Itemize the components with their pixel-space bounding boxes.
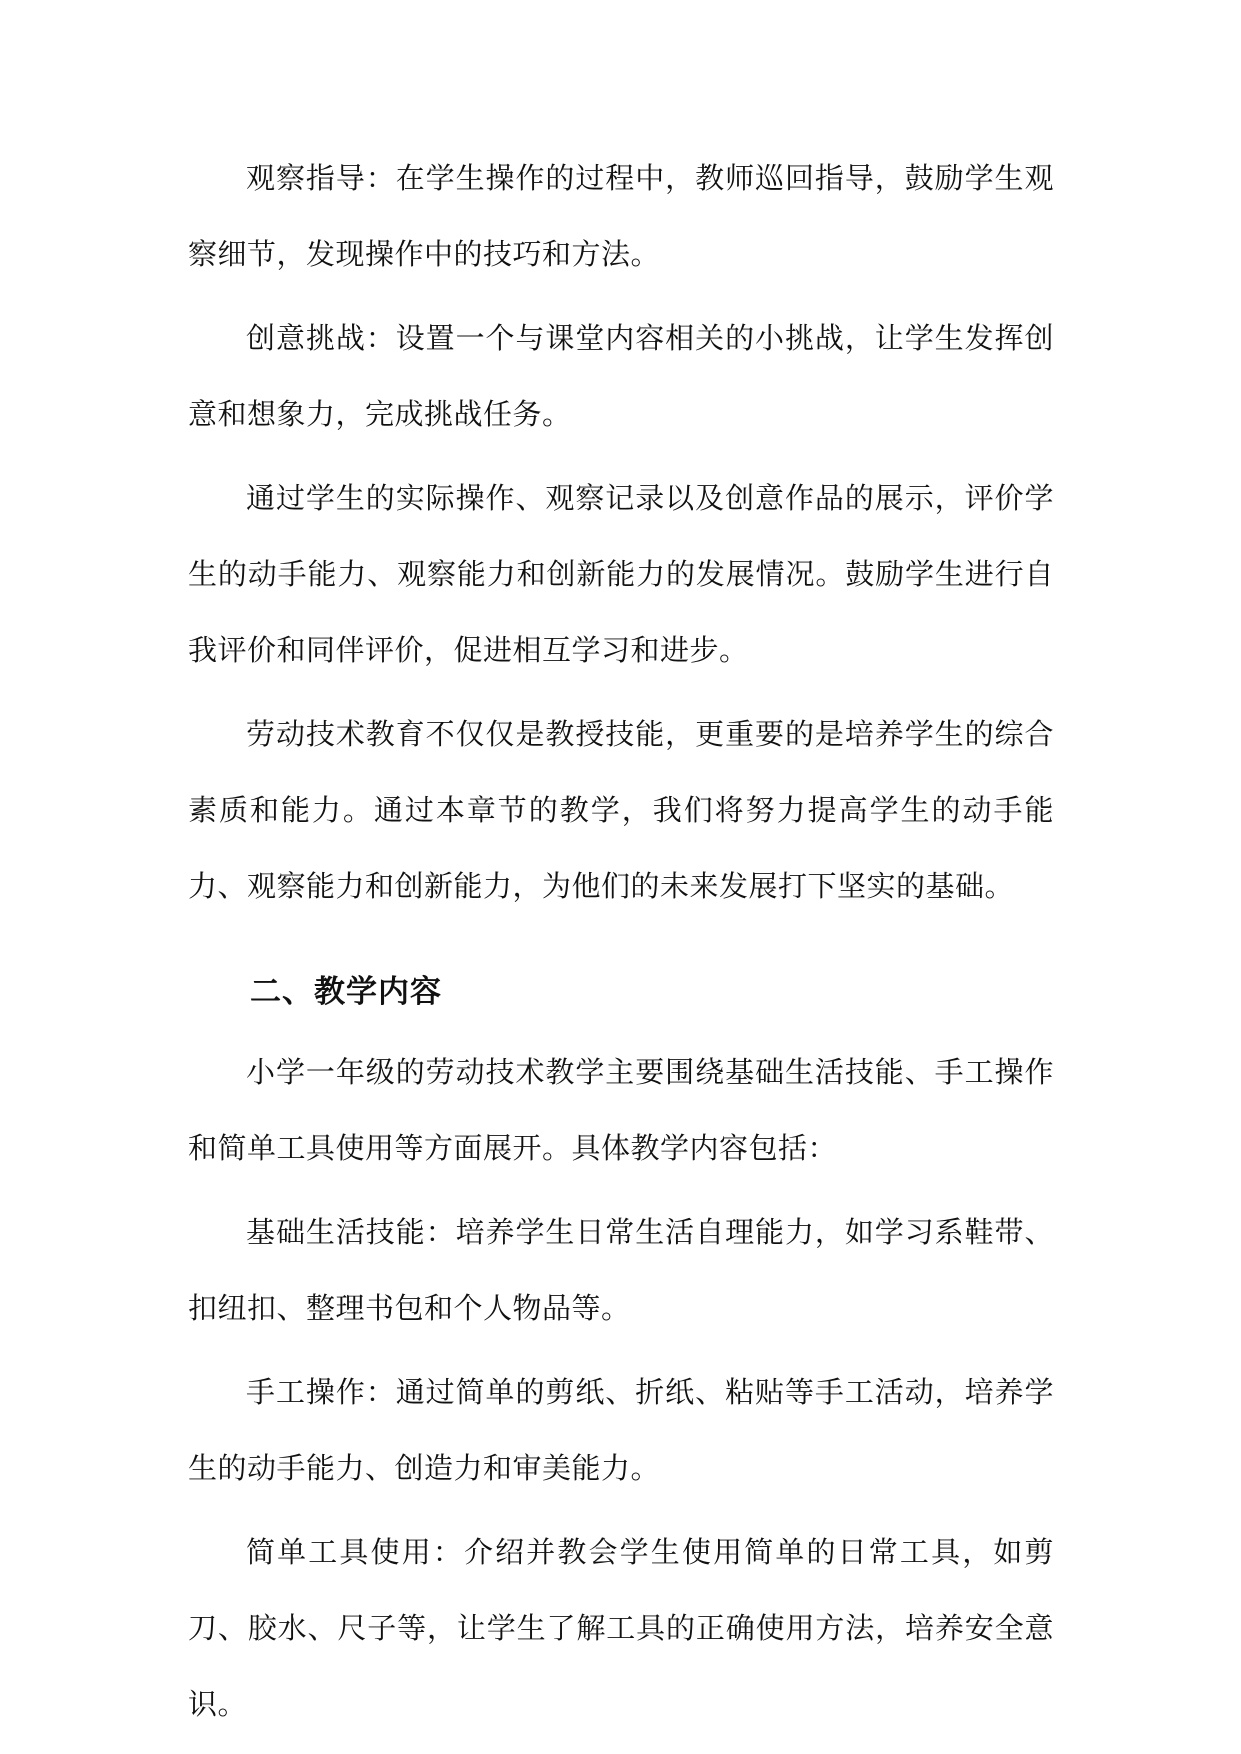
paragraph-handcraft: 手工操作：通过简单的剪纸、折纸、粘贴等手工活动，培养学生的动手能力、创造力和审美能力。 bbox=[188, 1375, 1054, 1485]
paragraph-evaluation: 通过学生的实际操作、观察记录以及创意作品的展示，评价学生的动手能力、观察能力和创新能力的发展情况。鼓励学生进行自我评价和同伴评价，促进相互学习和进步。 bbox=[188, 481, 1054, 667]
paragraph-simple-tools: 简单工具使用：介绍并教会学生使用简单的日常工具，如剪刀、胶水、尺子等，让学生了解工具的正确使用方法，培养安全意识。 bbox=[188, 1535, 1054, 1721]
section-heading: 二、教学内容 bbox=[250, 974, 442, 1010]
paragraph-basic-life-skills: 基础生活技能：培养学生日常生活自理能力，如学习系鞋带、扣纽扣、整理书包和个人物品等。 bbox=[188, 1215, 1054, 1325]
document-page bbox=[188, 140, 1054, 1750]
paragraph-creative-challenge: 创意挑战：设置一个与课堂内容相关的小挑战，让学生发挥创意和想象力，完成挑战任务。 bbox=[188, 321, 1054, 431]
paragraph-labor-education-summary: 劳动技术教育不仅仅是教授技能，更重要的是培养学生的综合素质和能力。通过本章节的教学，我们将努力提高学生的动手能力、观察能力和创新能力，为他们的未来发展打下坚实的基础。 bbox=[188, 717, 1054, 903]
paragraph-teaching-content-intro: 小学一年级的劳动技术教学主要围绕基础生活技能、手工操作和简单工具使用等方面展开。具体教学内容包括： bbox=[188, 1055, 1054, 1165]
paragraph-observation-guidance: 观察指导：在学生操作的过程中，教师巡回指导，鼓励学生观察细节，发现操作中的技巧和方法。 bbox=[188, 161, 1054, 271]
